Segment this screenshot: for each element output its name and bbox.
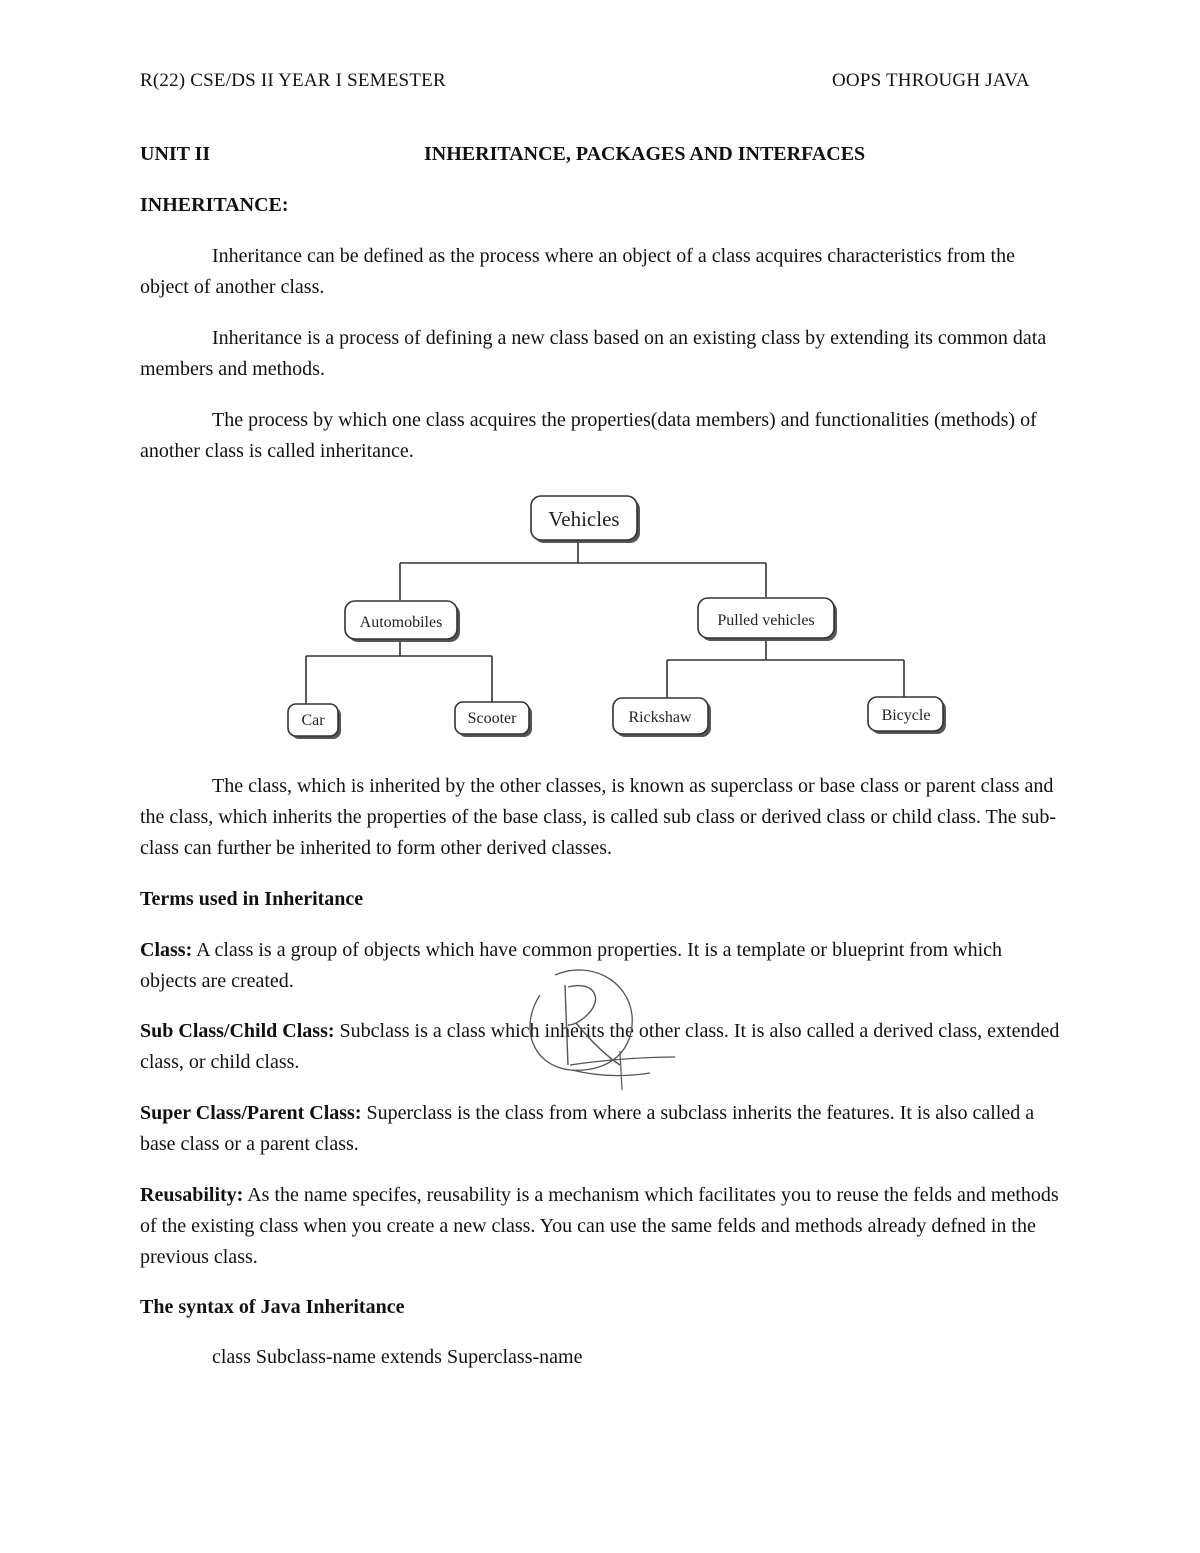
superclass-paragraph [140, 771, 1060, 864]
connector-pulled [667, 640, 904, 698]
node-car [288, 704, 341, 739]
node-vehicles [531, 496, 640, 543]
term-superclass-text: Superclass is the class from where a subclass inherits the features. It is also called a base class or a parent class. [140, 1102, 1035, 1155]
term-reusability [140, 1180, 1060, 1273]
term-subclass-text: Subclass is a class which inherits the other class. It is also called a derived class, extended class, or child class. [140, 1020, 1060, 1073]
term-superclass-label: Super Class/Parent Class: [140, 1102, 362, 1124]
section-heading: INHERITANCE: [140, 194, 289, 216]
node-car-label: Car [301, 712, 325, 729]
header-left: R(22) CSE/DS II YEAR I SEMESTER [140, 70, 446, 91]
intro-paragraph-2-text: Inheritance is a process of defining a new class based on an existing class by extending its common data members and methods. [140, 327, 1047, 380]
term-class-text: A class is a group of objects which have common properties. It is a template or blueprint from which objects are created. [140, 939, 1003, 992]
connector-root [400, 540, 766, 600]
term-superclass [140, 1098, 1060, 1160]
term-subclass-label: Sub Class/Child Class: [140, 1020, 335, 1042]
node-vehicles-label: Vehicles [548, 507, 620, 531]
node-scooter [455, 702, 532, 737]
unit-label: UNIT II [140, 143, 211, 165]
connector-automobiles [306, 640, 492, 704]
syntax-line: class Subclass-name extends Superclass-name [212, 1346, 583, 1368]
node-rickshaw-label: Rickshaw [628, 709, 692, 726]
node-pulled-vehicles [698, 598, 837, 641]
signature-mark [510, 955, 690, 1095]
term-class-label: Class: [140, 939, 193, 961]
node-rickshaw [613, 698, 711, 737]
node-automobiles [345, 601, 460, 642]
syntax-heading: The syntax of Java Inheritance [140, 1296, 405, 1318]
terms-heading: Terms used in Inheritance [140, 888, 364, 910]
node-automobiles-label: Automobiles [359, 614, 443, 631]
inheritance-diagram [0, 0, 1200, 760]
unit-title: INHERITANCE, PACKAGES AND INTERFACES [424, 143, 866, 165]
node-pulled-vehicles-label: Pulled vehicles [717, 612, 815, 629]
term-reusability-text: As the name specifes, reusability is a mechanism which facilitates you to reuse the felds and methods of the existing class when you create a new class. You can use the same felds and methods already defned in the previous class. [140, 1184, 1059, 1268]
term-reusability-label: Reusability: [140, 1184, 244, 1206]
intro-paragraph-3-text: The process by which one class acquires the properties(data members) and functionalities (methods) of another class is called inheritance. [140, 409, 1037, 462]
superclass-paragraph-text: The class, which is inherited by the other classes, is known as superclass or base class or parent class and the class, which inherits the properties of the base class, is called sub class or derived class or child class. The sub-class can further be inherited to form other derived classes. [140, 775, 1057, 859]
intro-paragraph-1-text: Inheritance can be defined as the process where an object of a class acquires characteristics from the object of another class. [140, 245, 1015, 298]
node-scooter-label: Scooter [467, 710, 517, 727]
header-right: OOPS THROUGH JAVA [832, 70, 1030, 91]
node-bicycle-label: Bicycle [881, 707, 931, 724]
node-bicycle [868, 697, 946, 734]
